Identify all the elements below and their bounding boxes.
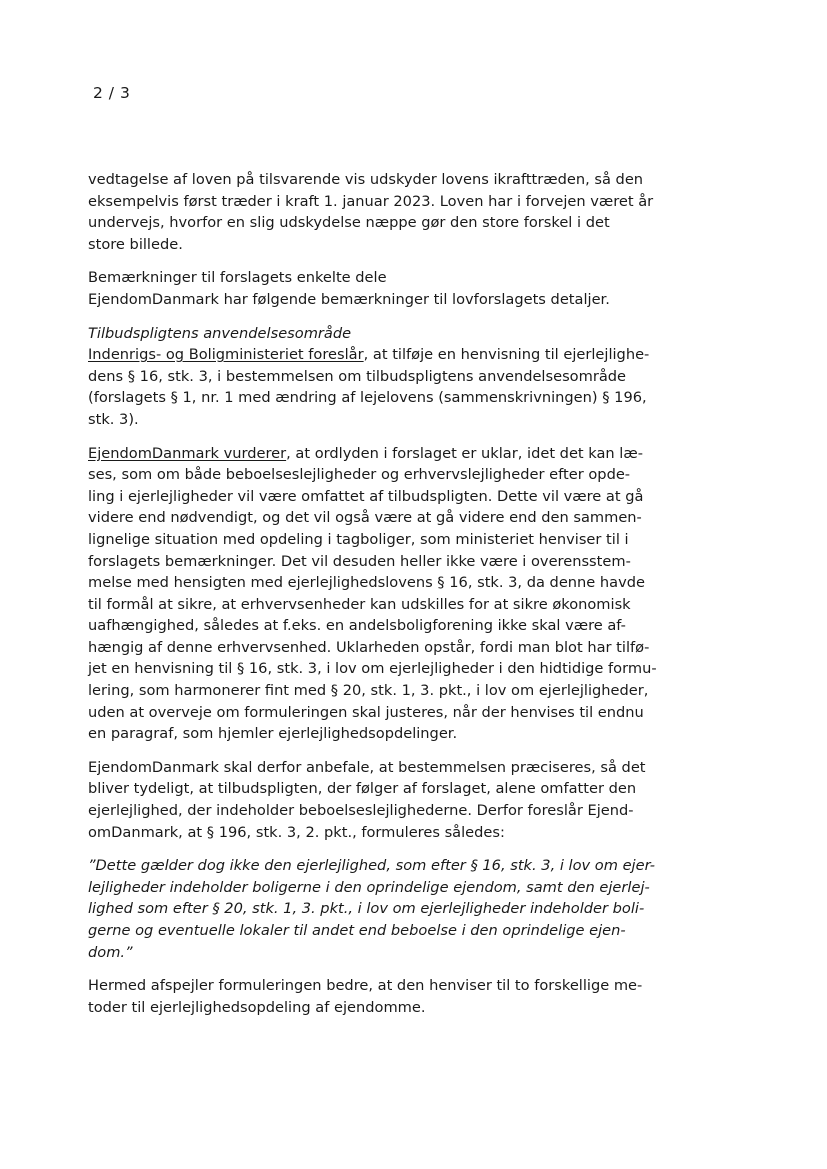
text-line: melse med hensigten med ejerlejlighedslovens § 16, stk. 3, da denne havde — [88, 574, 645, 592]
paragraph-conclusion — [88, 975, 748, 1018]
text-line: vedtagelse af loven på tilsvarende vis udskyder lovens ikrafttræden, så den — [88, 171, 644, 188]
underlined-phrase: Indenrigs- og Boligministeriet foreslår — [88, 346, 364, 364]
text-line: videre end nødvendigt, og det vil også være at gå videre end den sammen- — [88, 509, 642, 527]
underlined-phrase: EjendomDanmark vurderer — [88, 444, 287, 462]
text-line: hængig af denne erhvervsenhed. Uklarheden opstår, fordi man blot har tilfø- — [88, 638, 650, 656]
text-line: uafhængighed, således at f.eks. en andelsboligforening ikke skal være af- — [88, 617, 626, 635]
text-line: bliver tydeligt, at tilbudspligten, der følger af forslaget, alene omfatter den — [88, 780, 637, 798]
paragraph-intro — [88, 169, 748, 255]
section-intro: EjendomDanmark har følgende bemærkninger til lovforslagets detaljer. — [88, 290, 610, 308]
text-line — [88, 344, 748, 366]
text-line: jet en henvisning til § 16, stk. 3, i lov om ejerlejligheder i den hidtidige formu- — [88, 660, 657, 678]
text-line: forslagets bemærkninger. Det vil desuden heller ikke være i overensstem- — [88, 552, 631, 570]
text-line: stk. 3). — [88, 410, 139, 428]
text-line: ejerlejlighed, der indeholder beboelseslejlighederne. Derfor foreslår Ejend- — [88, 802, 634, 820]
section-heading: Bemærkninger til forslagets enkelte dele — [88, 269, 387, 287]
text-line: til formål at sikre, at erhvervsenheder kan udskilles for at sikre økonomisk — [88, 595, 631, 613]
text-line: lignelige situation med opdeling i tagboliger, som ministeriet henviser til i — [88, 530, 629, 548]
quote-line: lejligheder indeholder boligerne i den oprindelige ejendom, samt den ejerlej- — [88, 878, 650, 896]
text-line: omDanmark, at § 196, stk. 3, 2. pkt., formuleres således: — [88, 823, 505, 841]
page-number: 2 / 3 — [93, 84, 131, 102]
section-block — [88, 267, 748, 310]
text-line: Hermed afspejler formuleringen bedre, at den henviser til to forskellige me- — [88, 977, 643, 995]
paragraph-assessment — [88, 443, 748, 745]
text-line: en paragraf, som hjemler ejerlejlighedsopdelinger. — [88, 725, 458, 743]
text-line: (forslagets § 1, nr. 1 med ændring af lejelovens (sammenskrivningen) § 196, — [88, 389, 647, 407]
subsection-heading: Tilbudspligtens anvendelsesområde — [88, 324, 352, 342]
text-line: toder til ejerlejlighedsopdeling af ejendomme. — [88, 998, 426, 1016]
document-body — [88, 169, 748, 1030]
text-line: eksempelvis først træder i kraft 1. januar 2023. Loven har i forvejen været år — [88, 192, 654, 210]
text-line: dens § 16, stk. 3, i bestemmelsen om tilbudspligtens anvendelsesområde — [88, 367, 627, 385]
text-line: ses, som om både beboelseslejligheder og erhvervslejligheder efter opde- — [88, 466, 631, 484]
text-line: uden at overveje om formuleringen skal justeres, når der henvises til endnu — [88, 703, 644, 721]
paragraph-recommendation — [88, 757, 748, 843]
proposed-wording-quote — [88, 855, 748, 963]
quote-line: ”Dette gælder dog ikke den ejerlejlighed, som efter § 16, stk. 3, i lov om ejer- — [88, 857, 656, 875]
quote-line: gerne og eventuelle lokaler til andet end beboelse i den oprindelige ejen- — [88, 922, 626, 939]
text-line: ling i ejerlejligheder vil være omfattet af tilbudspligten. Dette vil være at gå — [88, 487, 644, 505]
quote-line: lighed som efter § 20, stk. 1, 3. pkt., i lov om ejerlejligheder indeholder boli- — [88, 900, 645, 918]
subsection-block — [88, 323, 748, 431]
text-line — [88, 443, 748, 465]
text-fragment: , at tilføje en henvisning til ejerlejlighe- — [363, 346, 650, 364]
text-line: undervejs, hvorfor en slig udskydelse næppe gør den store forskel i det — [88, 214, 610, 232]
text-fragment: , at ordlyden i forslaget er uklar, idet det kan læ- — [286, 444, 643, 462]
text-line: EjendomDanmark skal derfor anbefale, at bestemmelsen præciseres, så det — [88, 758, 646, 776]
text-line: lering, som harmonerer fint med § 20, stk. 1, 3. pkt., i lov om ejerlejligheder, — [88, 682, 649, 700]
quote-line: dom.” — [88, 943, 133, 961]
text-line: store billede. — [88, 235, 183, 253]
